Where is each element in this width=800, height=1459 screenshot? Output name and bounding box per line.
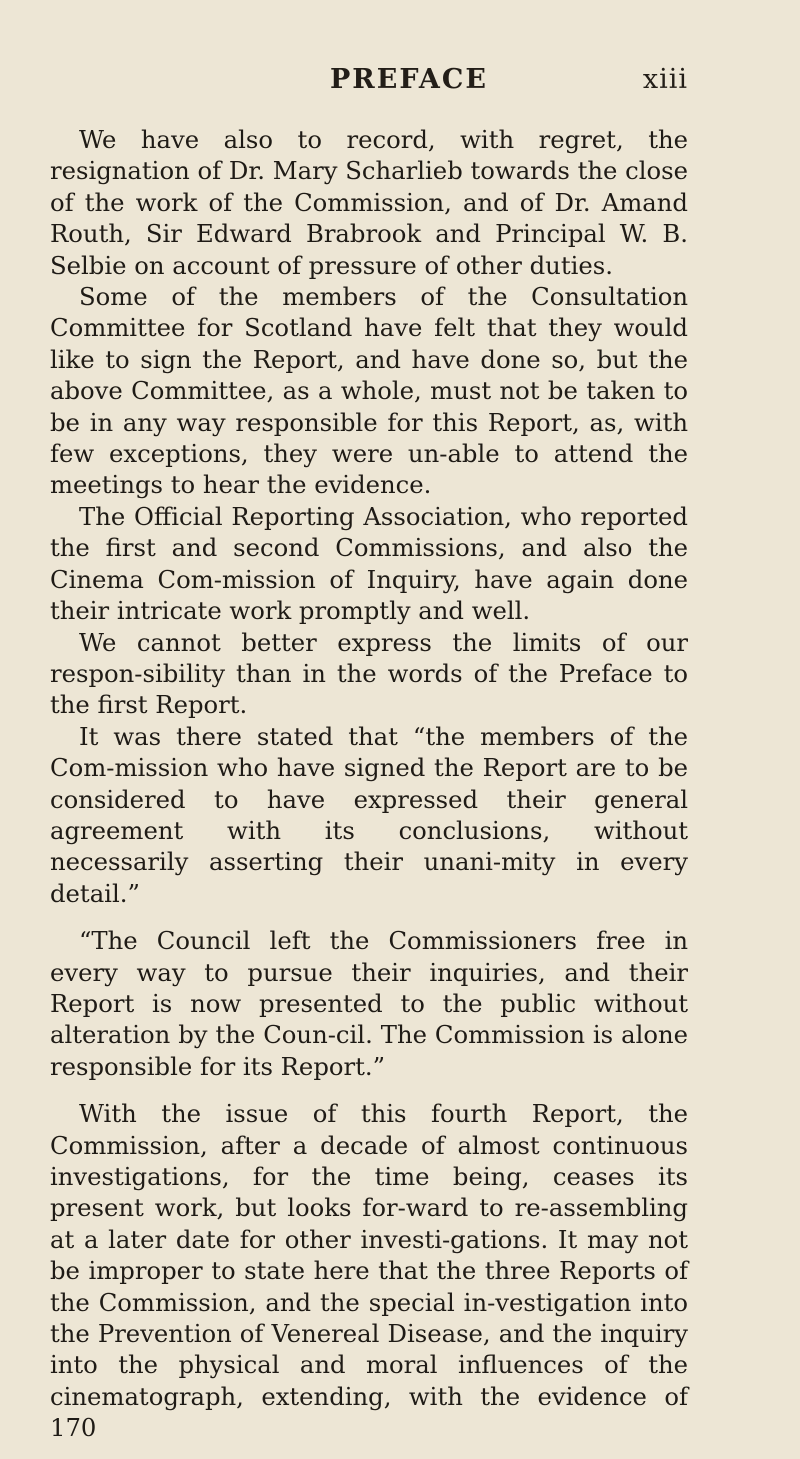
paragraph-limits-of-responsibility: We cannot better express the limits of our respon-sibility than in the words of the Preface to the first Report. <box>50 627 688 720</box>
book-page <box>0 64 800 1459</box>
paragraph-fourth-report: With the issue of this fourth Report, the Commission, after a decade of almost continuous investigations, for the time being, ceases its present work, but looks for-ward to re-assembling at a later date for other investi-gations. It may not be improper to state here that the three Reports of the Commission, and the special in-vestigation into the Prevention of Venereal Disease, and the inquiry into the physical and moral influences of the cinematograph, extending, with the evidence of 170 <box>50 1099 688 1443</box>
paragraph-reporting-association: The Official Reporting Association, who reported the first and second Commissions, and also the Cinema Com-mission of Inquiry, have again done their intricate work promptly and well. <box>50 501 688 626</box>
paragraph-resignations: We have also to record, with regret, the resignation of Dr. Mary Scharlieb towards the close of the work of the Commission, and of Dr. Amand Routh, Sir Edward Brabrook and Principal W. B. Selbie on account of pressure of other duties. <box>50 125 688 280</box>
paragraph-scotland-committee: Some of the members of the Consultation Committee for Scotland have felt that they would like to sign the Report, and have done so, but the above Committee, as a whole, must not be taken to be in any way responsible for this Report, as, with few exceptions, they were un-able to attend the meetings to hear the evidence. <box>50 282 688 500</box>
paragraph-quote-council: “The Council left the Commissioners free in every way to pursue their inquiries, and their Report is now presented to the public without alteration by the Coun-cil. The Commission is alone responsible for its Report.” <box>50 926 688 1081</box>
running-head <box>50 64 688 118</box>
running-title: PREFACE <box>330 64 488 95</box>
page-number: xiii <box>642 64 688 95</box>
paragraph-quote-members: It was there stated that “the members of the Com-mission who have signed the Report are to be considered to have expressed their general agreement with its conclusions, without necessarily asserting their unani-mity in every detail.” <box>50 721 688 908</box>
body-text <box>50 124 688 1444</box>
